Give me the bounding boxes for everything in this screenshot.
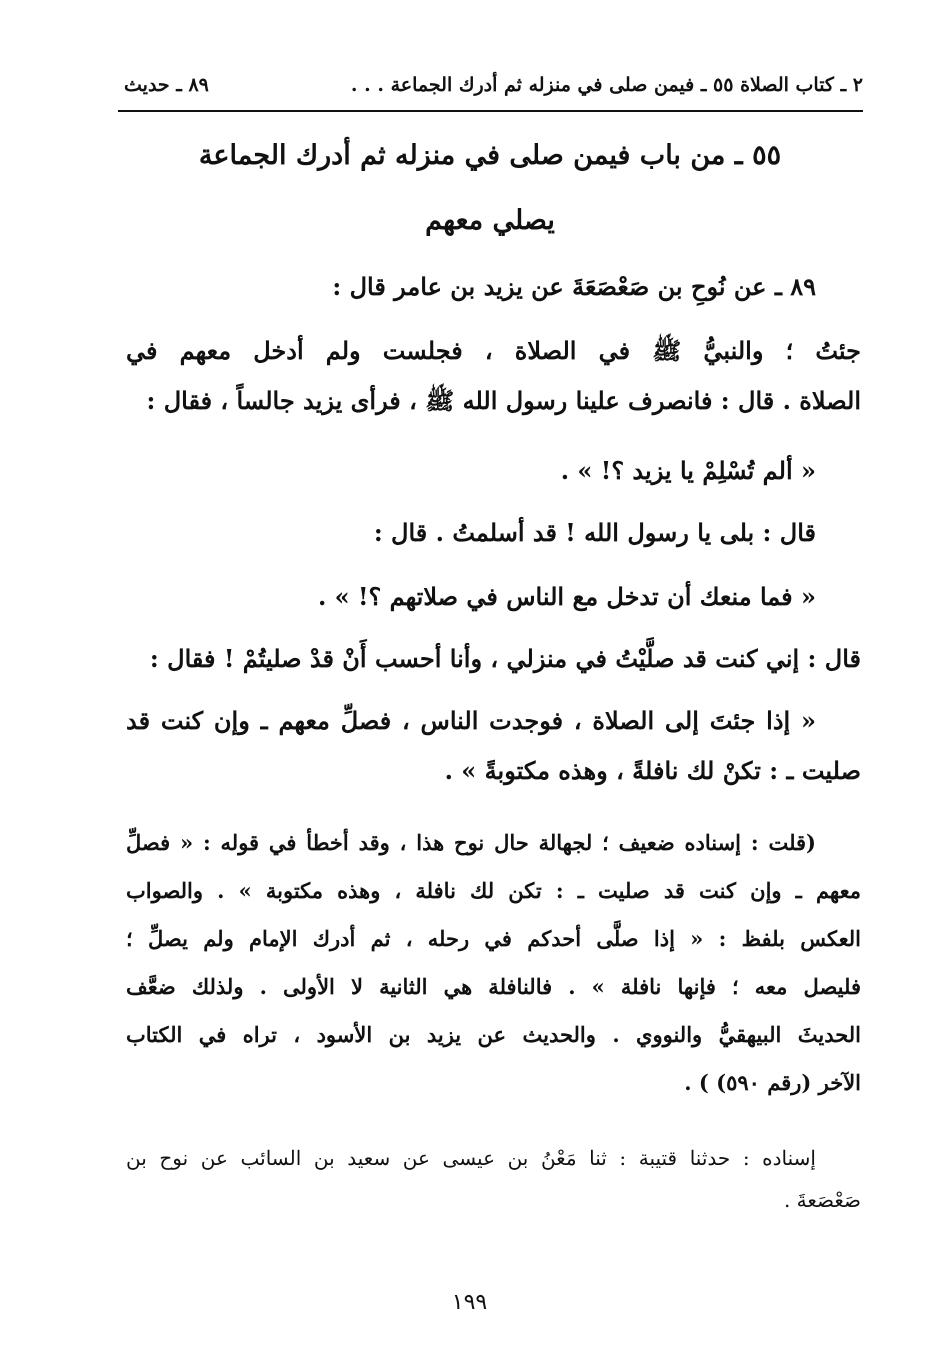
running-head-chapter: ٢ ـ كتاب الصلاة ٥٥ ـ فيمن صلى في منزله ثم أدرك الجماعة . . .	[350, 74, 863, 96]
commentary-line: فليصل معه ؛ فإنها نافلة » . فالنافلة هي الثانية لا الأولى . ولذلك ضعَّف	[126, 974, 861, 999]
chapter-subtitle: يصلي معهم	[425, 205, 555, 236]
running-head-hadith-number: ٨٩ ـ حديث	[124, 74, 209, 96]
hadith-line: قال : بلى يا رسول الله ! قد أسلمتُ . قال :	[373, 518, 816, 547]
header-rule	[118, 110, 863, 112]
commentary-line: معهم ـ وإن كنت قد صليت ـ : تكن لك نافلة ، وهذه مكتوبة » . والصواب	[126, 878, 861, 903]
commentary-line: الآخر (رقم ٥٩٠) ) .	[684, 1070, 861, 1095]
hadith-line: ٨٩ ـ عن نُوحِ بن صَعْصَعَةَ عن يزيد بن عامر قال :	[332, 272, 816, 301]
hadith-line: « إذا جئتَ إلى الصلاة ، فوجدت الناس ، فصلِّ معهم ـ وإن كنت قد	[126, 706, 816, 735]
hadith-text	[126, 272, 861, 792]
hadith-line: « فما منعك أن تدخل مع الناس في صلاتهم ؟! » .	[317, 582, 816, 611]
page-number: ١٩٩	[451, 1290, 488, 1315]
hadith-line: صليت ـ : تكنْ لك نافلةً ، وهذه مكتوبةً » .	[444, 756, 861, 785]
hadith-line: « ألم تُسْلِمْ يا يزيد ؟! » .	[560, 456, 816, 485]
hadith-line: قال : إني كنت قد صلَّيْتُ في منزلي ، وأنا أحسب أَنْ قدْ صليتُمْ ! فقال :	[149, 644, 861, 673]
chapter-title: ٥٥ ـ من باب فيمن صلى في منزله ثم أدرك الجماعة	[198, 140, 782, 171]
running-head	[118, 72, 863, 106]
hadith-line: جئتُ ؛ والنبيُّ ﷺ في الصلاة ، فجلست ولم أدخل معهم في	[126, 336, 861, 365]
hadith-line: الصلاة . قال : فانصرف علينا رسول الله ﷺ ، فرأى يزيد جالساً ، فقال :	[146, 386, 861, 415]
commentary-line: الحديثَ البيهقيُّ والنووي . والحديث عن يزيد بن الأسود ، تراه في الكتاب	[126, 1022, 861, 1047]
isnad-line: صَعْصَعةَ .	[783, 1188, 861, 1212]
commentary-line: العكس بلفظ : « إذا صلَّى أحدكم في رحله ، ثم أدرك الإمام ولم يصلِّ ؛	[126, 926, 861, 951]
commentary-text	[126, 830, 861, 1130]
isnad-line: إسناده : حدثنا قتيبة : ثنا مَعْنُ بن عيسى عن سعيد بن السائب عن نوح بن	[126, 1146, 816, 1170]
isnad-text	[126, 1146, 861, 1226]
commentary-line: (قلت : إسناده ضعيف ؛ لجهالة حال نوح هذا ، وقد أخطأ في قوله : « فصلِّ	[126, 830, 816, 855]
